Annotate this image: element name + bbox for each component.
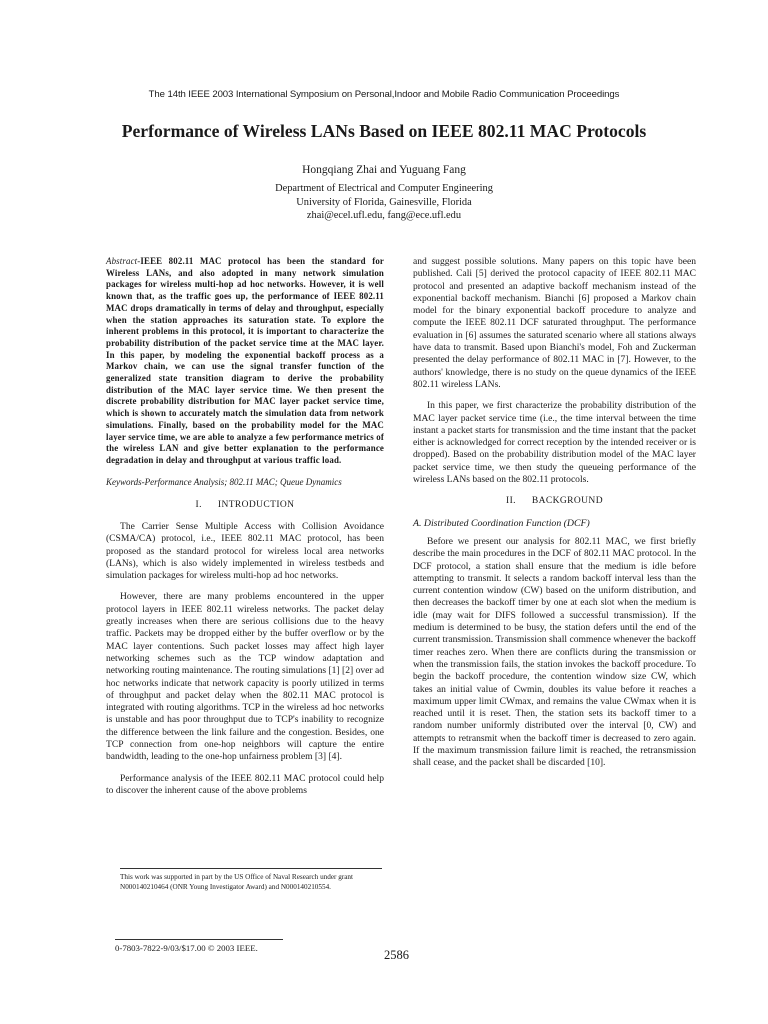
section-heading-introduction <box>106 499 384 511</box>
intro-paragraph-1: The Carrier Sense Multiple Access with Collision Avoidance (CSMA/CA) protocol, i.e., IEEE 802.11 MAC protocol, has been proposed as the standard protocol for wireless local area networks (LANs), which is also widely implemented in wireless testbeds and simulation packages for wireless multi-hop ad hoc networks. <box>106 520 384 582</box>
section-number: I. <box>195 499 202 510</box>
intro-paragraph-3: Performance analysis of the IEEE 802.11 MAC protocol could help to discover the inherent cause of the above problems <box>106 772 384 796</box>
abstract-body: IEEE 802.11 MAC protocol has been the standard for Wireless LANs, and also adopted in many network simulation packages for wireless multi-hop ad hoc networks. However, it is well known that, as the traffic goes up, the performance of IEEE 802.11 MAC drops dramatically in terms of delay and throughput, especially when the station approaches its saturation state. To explore the inherent problems in this protocol, it is important to characterize the probability distribution of the packet service time at the MAC layer. In this paper, by modeling the exponential backoff process as a Markov chain, we can use the signal transfer function of the generalized state transition diagram to derive the probability distribution of the MAC layer service time. We then present the discrete probability distribution for MAC layer packet service time, which is shown to accurately match the simulation data from network simulations. Finally, based on the probability model for the MAC layer service time, we are able to analyze a few performance metrics of the wireless LAN and give better explanation to the performance degradation in delay and throughput at various traffic load. <box>106 256 384 465</box>
affiliation-department: Department of Electrical and Computer Engineering <box>275 183 493 194</box>
page-number: 2586 <box>384 948 409 962</box>
abstract-lead: Abstract- <box>106 256 141 266</box>
section-title: BACKGROUND <box>531 496 603 507</box>
dcf-paragraph: Before we present our analysis for 802.11 MAC, we first briefly describe the main procedures in the DCF of 802.11 MAC protocol. In the DCF protocol, a station shall ensure that the medium is idle before attempting to transmit. It selects a random backoff interval less than the current contention window (CW) based on the uniform distribution, and then decreases the backoff timer by one at each slot when the medium is idle (may wait for DIFS followed a successful transmission). If the medium is determined to be busy, the station defers until the end of the current transmission. Transmission shall commence whenever the backoff timer reaches zero. When there are conflicts during the transmission or when the transmission fails, the station invokes the backoff procedure. To begin the backoff procedure, the contention window size CW, which takes an initial value of Cwmin, doubles its value before it reaches a maximum upper limit CWmax, and remains the value CWmax when it is reached until it is reset. Then, the station sets its backoff timer to a random number uniformly distributed over the interval [0, CW) and attempts to retransmit when the backoff timer is decreased to zero again. If the maximum transmission failure limit is reached, the retransmission shall cease, and the packet shall be discarded [10]. <box>413 535 696 769</box>
affiliation-emails: zhai@ecel.ufl.edu, fang@ece.ufl.edu <box>306 210 462 222</box>
section-heading-background <box>413 495 696 507</box>
section-title: INTRODUCTION <box>217 499 295 510</box>
intro-paragraph-2: However, there are many problems encountered in the upper protocol layers in IEEE 802.11 wireless networks. The packet delay greatly increases when there are serious collisions due to the heavy traffic. Packets may be dropped either by the buffer overflow or by the MAC layer contentions. Such packet losses may affect high layer networking schemes such as the TCP window adaptation and networking routing maintenance. The routing simulations [1] [2] over ad hoc networks indicate that network capacity is poorly utilized in terms of throughput and packet delay when the 802.11 MAC protocol is integrated with routing algorithms. TCP in the wireless ad hoc networks is unstable and has poor throughput due to TCP's inability to recognize the difference between the link failure and the congestion. Besides, one TCP connection from one-hop neighbors will capture the entire bandwidth, leading to the one-hop unfairness problem [3] [4]. <box>106 591 384 763</box>
right-paragraph-1: and suggest possible solutions. Many papers on this topic have been published. Cali [5] derived the protocol capacity of IEEE 802.11 MAC protocol and presented an adaptive backoff mechanism instead of the exponential backoff mechanism. Bianchi [6] proposed a Markov chain model for the binary exponential backoff procedure to analyze and compute the IEEE 802.11 DCF saturated throughput. The performance evaluation in [6] assumes the saturated scenario where all stations always have data to transmit. Based upon Bianchi's model, Foh and Zuckerman presented the delay performance of 802.11 MAC in [7]. However, to the authors' knowledge, there is no study on the queue dynamics of the IEEE 802.11 wireless LANs. <box>413 256 696 390</box>
paper-authors: Hongqiang Zhai and Yuguang Fang <box>302 164 466 176</box>
keywords: Keywords-Performance Analysis; 802.11 MAC; Queue Dynamics <box>106 476 342 487</box>
copyright-rule <box>115 939 283 940</box>
conference-header: The 14th IEEE 2003 International Symposium on Personal,Indoor and Mobile Radio Communication Proceedings <box>148 89 620 100</box>
affiliation-university: University of Florida, Gainesville, Florida <box>296 196 472 208</box>
subsection-heading-dcf: A. Distributed Coordination Function (DCF) <box>413 517 590 529</box>
copyright-notice: 0-7803-7822-9/03/$17.00 © 2003 IEEE. <box>115 943 258 953</box>
section-number: II. <box>506 496 516 507</box>
left-column <box>106 256 384 806</box>
right-paragraph-2: In this paper, we first characterize the probability distribution of the MAC layer packet service time (i.e., the time interval between the time instant a packet starts for transmission and the time instant that the packet either is acknowledged for correct reception by the intended receiver or is dropped). Based on the probability distribution model of the MAC layer packet service time, we then study the queueing performance of the wireless LANs based on the 802.11 protocols. <box>413 400 696 486</box>
funding-footnote: This work was supported in part by the US Office of Naval Research under grant N000140210464 (ONR Young Investigator Award) and N000140210554. <box>120 868 382 892</box>
affiliation-block <box>0 182 768 223</box>
paper-title: Performance of Wireless LANs Based on IEEE 802.11 MAC Protocols <box>121 121 647 141</box>
right-column <box>413 256 696 779</box>
abstract <box>106 256 384 467</box>
